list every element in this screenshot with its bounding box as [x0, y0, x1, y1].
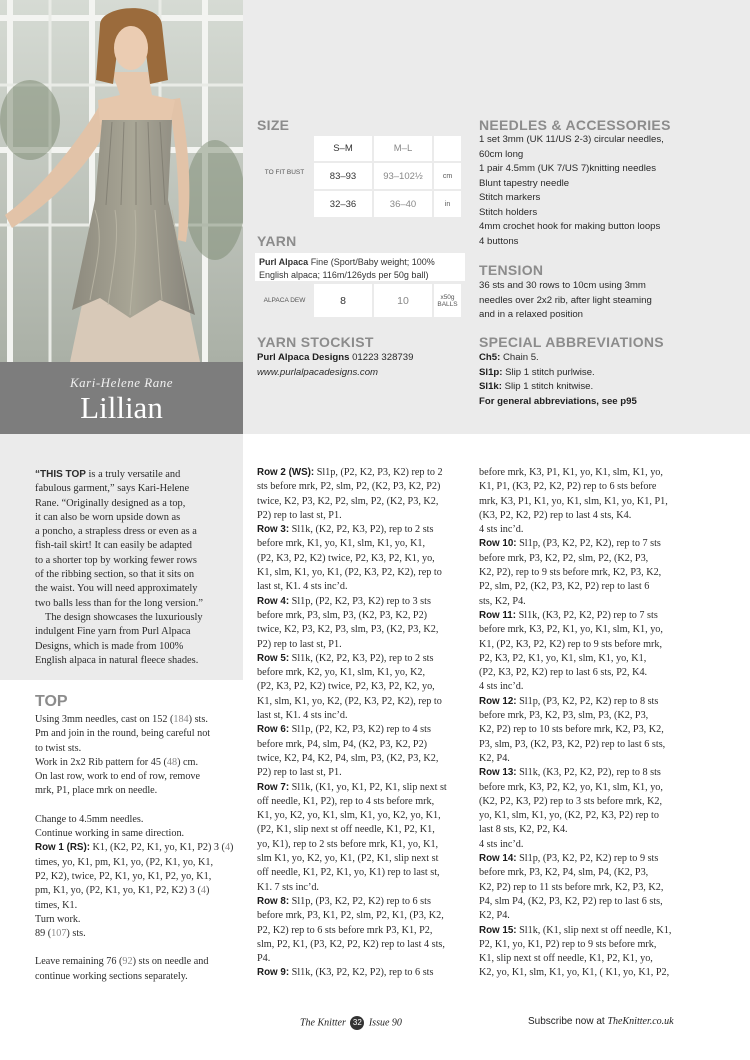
instruction-text: yo, K1, slm, K1, yo, (K2, P2, K3, P2) rep to [479, 810, 659, 822]
instruction-text: before mrk, P3, K1, P2, slm, P2, K1, (P3, K2, [257, 910, 444, 922]
instruction-text: K1, (P2, K3, P2, K2) rep to 9 sts before mrk, [479, 638, 663, 650]
tension-line: 36 sts and 30 rows to 10cm using 3mm [479, 280, 646, 291]
instruction-text: Sl1p, (P2, K2, P3, K2) rep to 2 [314, 467, 443, 478]
size-col-1: S–M [314, 136, 372, 161]
instruction-text: K1, slip next st off needle, K1, P2, K1, yo, [479, 953, 653, 965]
stockist-phone: 01223 328739 [349, 352, 414, 363]
needles-line: 4 buttons [479, 235, 519, 247]
yarn-unit: x50g BALLS [434, 284, 461, 317]
instruction-text: K2, P2), rep to 9 sts before mrk, K2, P3, K2, [479, 567, 662, 579]
to-fit-bust-label: TO FIT BUST [264, 169, 305, 176]
yarn-balls-1: 8 [314, 284, 372, 317]
intro-text [35, 468, 243, 668]
yarn-description [255, 253, 465, 281]
intro-line: indulgent Fine yarn from Purl Alpaca [35, 626, 191, 638]
stockist-heading: YARN STOCKIST [257, 334, 374, 350]
instruction-text: slm K1, yo, K2, yo, K1, (P2, K1, slip next st [257, 853, 439, 865]
instruction-text: P2) rep to last st, P1. [257, 638, 342, 650]
instruction-text: K2, yo, K1, slm, K1, yo, K1, ( K1, yo, K1, P2, [479, 967, 670, 979]
needles-list [479, 133, 734, 249]
yarn-heading: YARN [257, 233, 297, 249]
instruction-text: Sl1p, (P3, K2, P2, K2), rep to 7 sts [516, 538, 661, 550]
stockist-info [257, 351, 472, 380]
instruction-text: before mrk, P3, K2, P4, slm, P4, (K2, P3, [479, 867, 649, 879]
tension-heading: TENSION [479, 262, 544, 278]
instruction-text: Sl1k, (K3, P2, K2, P2) rep to 7 sts [516, 609, 658, 621]
instruction-text: Sl1k, (K1, yo, K1, P2, K1, slip next st [289, 781, 447, 793]
issue-number: Issue 90 [368, 1017, 402, 1029]
instruction-text: sts, K2, P4. [479, 595, 526, 607]
intro-line: a poncho, a strapless dress or even as a [35, 526, 197, 538]
instructions-column-2 [257, 466, 472, 981]
instruction-text: off needle, K1, P2), rep to 4 sts before mrk, [257, 795, 435, 807]
instruction-text: Sl1k, (K3, P2, K2, P2), rep to 6 sts [289, 967, 434, 979]
row-label: Row 15: [479, 924, 517, 936]
size-col-2: M–L [374, 136, 432, 161]
abbr-def: Slip 1 stitch purlwise. [502, 366, 595, 378]
row-label: Row 7: [257, 781, 290, 793]
instruction-text: before mrk, P3, slm, P3, (K2, P3, K2, P2) [257, 609, 428, 621]
instruction-text: Sl1p, (P2, K2, P3, K2) rep to 4 sts [289, 724, 431, 736]
needles-line: 4mm crochet hook for making button loops [479, 221, 661, 232]
instruction-text: P4, slm P4, (K2, P3, K2, P2) rep to last 6 sts, [479, 895, 663, 907]
row-label: Row 12: [479, 695, 517, 707]
size-heading: SIZE [257, 117, 290, 133]
intro-line: fabulous garment,” says Kari-Helene [35, 483, 190, 495]
needles-line: 1 pair 4.5mm (UK 7/US 7)knitting needles [479, 163, 657, 174]
general-abbreviations-note: For general abbreviations, see p95 [479, 395, 637, 407]
bust-in-2: 36–40 [374, 191, 432, 217]
instruction-text: Sl1k, (K1, slip next st off needle, K1, [516, 924, 672, 936]
instructions-column-3 [479, 466, 719, 981]
instruction-text: (P2, K3, P2, K2) twice, P2, K3, P2, K2, yo, [257, 681, 435, 693]
top-section-heading: TOP [35, 693, 68, 710]
needles-heading: NEEDLES & ACCESSORIES [479, 117, 671, 133]
yarn-details: Fine (Sport/Baby weight; 100% English alpaca; 116m/126yds per 50g ball) [259, 257, 435, 280]
intro-line: The design showcases the luxuriously [45, 611, 203, 623]
row-label: Row 8: [257, 895, 290, 907]
bust-cm-1: 83–93 [314, 163, 372, 189]
row-label: Row 5: [257, 652, 290, 664]
subscribe-link[interactable]: TheKnitter.co.uk [607, 1016, 674, 1027]
magazine-name: The Knitter [300, 1017, 346, 1029]
intro-lead: “THIS TOP [35, 469, 86, 480]
instruction-text: twice, K2, P3, K2, P2, slm, P2, (K2, P3, K2, [257, 495, 439, 507]
abbreviation-item [479, 380, 734, 395]
instruction-text: before mrk, K1, yo, K1, slm, K1, yo, K1, [257, 538, 426, 550]
instruction-text: K1, yo, K2, yo, K1, slm, K1, yo, K2, yo, K1, [257, 810, 441, 822]
abbr-term: Ch5: [479, 352, 501, 363]
instruction-text: (P2, K1, slip next st off needle, K1, P2, K1, [257, 824, 435, 836]
instruction-text: twice, K2, P4, K2, P4, slm, P3, (K2, P3, K2, [257, 752, 439, 764]
needles-line: Stitch markers [479, 192, 541, 203]
bust-cm-2: 93–102½ [374, 163, 432, 189]
row-label: Row 4: [257, 595, 290, 607]
top-instructions: Using 3mm needles, cast on 152 (184) sts. Pm and join in the round, being careful not to twist sts. Work in 2x2 Rib pattern for 45 (48) cm. On last row, work to end of row, remove mrk, P1, place mrk on needle. Change to 4.5mm needles. Continue working in same direction. Row 1 (RS): K1, (K2, P2, K1, yo, K1, P2) 3 (4) times, yo, K1, pm, K1, yo, (P2, K1, yo, K1, P2, K2), twice, P2, K1, yo, K1, P2, yo, K1, pm, K1, yo, (P2, K1, yo, K1, P2, K2) 3 (4) times, K1. Turn work. 89 (107) sts. Leave remaining 76 (92) sts on needle and continue working sections separately. [35, 714, 234, 982]
instruction-text: mrk, K3, P1, K1, yo, K1, slm, K1, yo, K1, P1, [479, 495, 668, 507]
instruction-text: K2, P2) rep to 10 sts before mrk, K2, P3, K2, [479, 724, 664, 736]
row-label: Row 2 (WS): [257, 467, 315, 478]
yarn-color-label: ALPACA DEW [263, 296, 306, 304]
intro-line: the waist. You will need approximately [35, 583, 198, 595]
abbr-def: Chain 5. [500, 352, 539, 363]
instruction-text: (K2, P2, K3, P2) rep to 3 sts before mrk, K2, [479, 795, 663, 807]
needles-line: 60cm long [479, 148, 524, 160]
intro-line: Designs, which is made from 100% [35, 640, 184, 652]
pattern-title: Lillian [80, 390, 163, 425]
instruction-text: before mrk, P4, slm, P4, (K2, P3, K2, P2) [257, 738, 428, 750]
instruction-text: sts before mrk, P2, slm, P2, (K2, P3, K2, P2) [257, 481, 441, 493]
instruction-text: before mrk, P3, K2, P2, slm, P2, (K2, P3, [479, 552, 649, 564]
abbreviations-heading: SPECIAL ABBREVIATIONS [479, 334, 664, 350]
tension-text [479, 279, 734, 323]
unit-in: in [434, 191, 461, 217]
row-label: Row 10: [479, 538, 517, 550]
instruction-text: P2, K3, P2, K1, yo, K1, slm, K1, yo, K1, [479, 652, 647, 664]
instruction-text: yo, K1), rep to 2 sts before mrk, K1, yo, K1, [257, 838, 439, 850]
needles-line: 1 set 3mm (UK 11/US 2-3) circular needles, [479, 134, 664, 145]
needles-line: Stitch holders [479, 206, 538, 218]
instruction-text: P2, slm, P2, (K2, P3, K2, P2) rep to last 6 [479, 581, 650, 593]
instruction-text: P2, K2) rep to 6 sts before mrk P3, K1, P2, [257, 924, 433, 936]
designer-caption [0, 362, 243, 434]
yarn-brand: Purl Alpaca [259, 257, 309, 267]
instruction-text: Sl1p, (P3, K2, P2, K2) rep to 6 sts [289, 895, 431, 907]
photo-illustration [0, 0, 243, 362]
instruction-text: K1, slm, K1, yo, K2, (P2, K3, P2, K2), rep to [257, 695, 442, 707]
designer-name: Kari-Helene Rane [70, 375, 173, 390]
instruction-text: K1, P1, (K3, P2, K2, P2) rep to 6 sts before [479, 481, 657, 493]
needles-line: Blunt tapestry needle [479, 177, 570, 189]
instruction-text: before mrk, K3, P2, K1, yo, K1, slm, K1, yo, [479, 624, 663, 636]
row-label: Row 11: [479, 609, 517, 621]
instruction-text: K1. 7 sts inc’d. [257, 881, 319, 893]
page-number: 32 [350, 1016, 364, 1030]
instruction-text: P2) rep to last st, P1. [257, 509, 342, 521]
bust-in-1: 32–36 [314, 191, 372, 217]
instruction-text: (P2, K3, P2, K2) twice, P2, K3, P2, K1, yo, [257, 552, 435, 564]
instruction-text: off needle, K1, P2, K1, yo, K1) rep to last st, [257, 867, 440, 879]
intro-line: Rane. “Originally designed as a top, [35, 497, 186, 509]
row-label: Row 3: [257, 524, 290, 536]
instruction-text: P3, slm, P3, (K2, P3, K2, P2) rep to last 6 sts, [479, 738, 666, 750]
instruction-text: K2, P2) rep to 11 sts before mrk, K2, P3, K2, [479, 881, 664, 893]
instruction-text: before mrk, K2, yo, K1, slm, K1, yo, K2, [257, 667, 426, 679]
instruction-text: Sl1k, (K3, P2, K2, P2), rep to 8 sts [516, 767, 661, 779]
intro-line: is a truly versatile and [85, 469, 181, 480]
row-label: Row 9: [257, 967, 290, 979]
instruction-text: K1, slm, K1, yo, K1, (P2, K3, P2, K2), rep to [257, 567, 442, 579]
unit-cm: cm [434, 163, 461, 189]
intro-line: two balls less than for the long version.” [35, 597, 203, 609]
instruction-text: 4 sts inc’d. [479, 838, 524, 850]
subscribe-text: Subscribe now at [528, 1016, 608, 1027]
yarn-table [255, 282, 463, 319]
instruction-text: (P2, K3, P2, K2) rep to last 6 sts, P2, K4. [479, 667, 648, 679]
instruction-text: slm, P2, K1, (P3, K2, P2, K2) rep to last 4 sts, [257, 938, 445, 950]
stockist-website: www.purlalpacadesigns.com [257, 366, 379, 378]
intro-line: of the ribbing section, so that it sits on [35, 569, 195, 581]
abbr-def: Slip 1 stitch knitwise. [501, 381, 594, 392]
abbr-term: Sl1k: [479, 381, 502, 392]
instruction-text: (K3, P2, K2, P2) rep to last 4 sts, K4. [479, 509, 632, 521]
row-label: Row 13: [479, 767, 517, 779]
instruction-text: P2) rep to last st, P1. [257, 767, 342, 779]
abbreviations-list [479, 351, 734, 409]
row-label: Row 6: [257, 724, 290, 736]
instruction-text: Sl1k, (K2, P2, K3, P2), rep to 2 sts [289, 524, 434, 536]
instruction-text: last st, K1. 4 sts inc’d. [257, 581, 348, 593]
footer-subscribe [528, 1016, 674, 1027]
intro-line: to a shorter top by working fewer rows [35, 554, 197, 566]
instruction-text: 4 sts inc’d. [479, 524, 524, 536]
instruction-text: 4 sts inc’d. [479, 681, 524, 693]
row-label: Row 14: [479, 853, 517, 865]
tension-line: needles over 2x2 rib, after light steaming [479, 294, 652, 306]
footer-magazine [300, 1016, 402, 1030]
instruction-text: before mrk, P3, K2, P3, slm, P3, (K2, P3, [479, 710, 649, 722]
instruction-text: Sl1p, (P2, K2, P3, K2) rep to 3 sts [289, 595, 431, 607]
instruction-text: before mrk, K3, P1, K1, yo, K1, slm, K1, yo, [479, 467, 663, 478]
intro-line: fish-tail skirt! It can easily be adapted [35, 540, 192, 552]
instruction-text: P2, K1, yo, K1, P2) rep to 9 sts before mrk, [479, 938, 657, 950]
instruction-text: before mrk, K3, P2, K2, yo, K1, slm, K1, yo, [479, 781, 663, 793]
intro-line: it can also be worn upside down as [35, 511, 181, 523]
instruction-text: last st, K1. 4 sts inc’d. [257, 710, 348, 722]
stockist-name: Purl Alpaca Designs [257, 352, 350, 363]
instruction-text: K2, P4. [479, 910, 510, 922]
abbreviation-item [479, 366, 734, 381]
abbr-term: Sl1p: [479, 366, 503, 378]
instruction-text: Sl1k, (K2, P2, K3, P2), rep to 2 sts [289, 652, 434, 664]
instruction-text: P4. [257, 953, 271, 965]
instruction-text: twice, K2, P3, K2, P3, slm, P3, (K2, P3, K2, [257, 624, 439, 636]
intro-line: English alpaca in natural fleece shades. [35, 654, 199, 666]
instruction-text: K2, P4. [479, 752, 510, 764]
yarn-balls-2: 10 [374, 284, 432, 317]
size-table [255, 134, 463, 219]
tension-line: and in a relaxed position [479, 309, 584, 320]
model-photo [0, 0, 243, 362]
instruction-text: Sl1p, (P3, K2, P2, K2) rep to 8 sts [516, 695, 659, 707]
instruction-text: last 8 sts, K2, P2, K4. [479, 824, 568, 836]
abbreviation-item [479, 351, 734, 366]
instruction-text: Sl1p, (P3, K2, P2, K2) rep to 9 sts [516, 853, 659, 865]
